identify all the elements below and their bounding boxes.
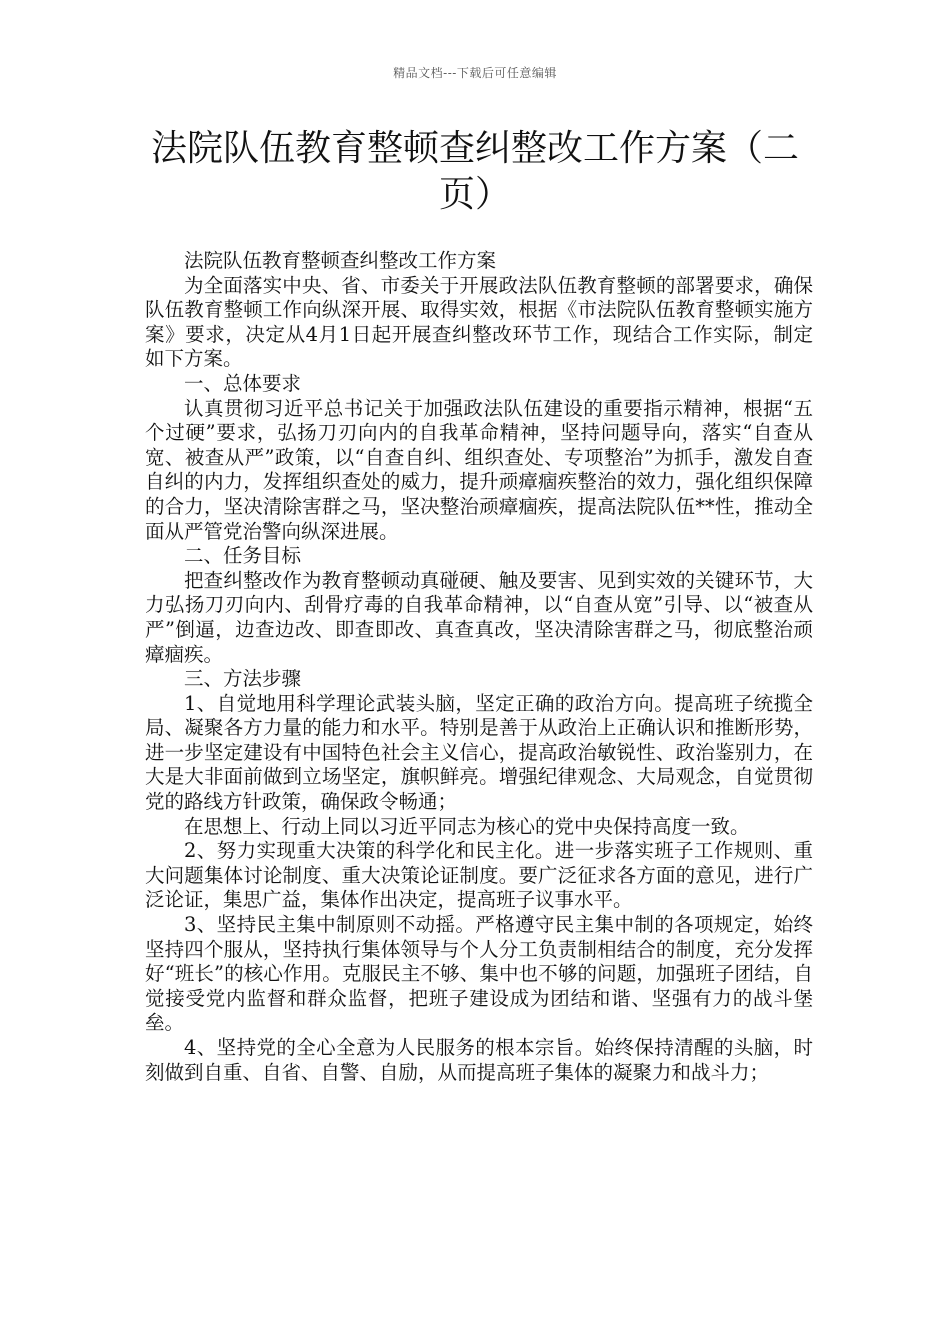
method-item-1-continuation: 在思想上、行动上同以习近平同志为核心的党中央保持高度一致。 [184,814,750,838]
general-requirements-paragraph: 认真贯彻习近平总书记关于加强政法队伍建设的重要指示精神，根据“五个过硬”要求，弘扬刀刃向内的自我革命精神，坚持问题导向，落实“自查从宽、被查从严”政策，以“自查自纠、组织查处、专项整治”为抓手，激发自查自纠的内力，发挥组织查处的威力，提升顽瘴痼疾整治的效力，强化组织保障的合力，坚决清除害群之马，坚决整治顽瘴痼疾，提高法院队伍**性，推动全面从严管党治警向纵深进展。 [145,396,813,543]
page-header: 精品文档---下载后可任意编辑 [393,66,557,80]
method-item-3-paragraph: 3、坚持民主集中制原则不动摇。严格遵守民主集中制的各项规定，始终坚持四个服从，坚持执行集体领导与个人分工负责制相结合的制度，充分发挥好“班长”的核心作用。克服民主不够、集中也不够的问题，加强班子团结，自觉接受党内监督和群众监督，把班子建设成为团结和谐、坚强有力的战斗堡垒。 [145,913,813,1035]
intro-paragraph: 为全面落实中央、省、市委关于开展政法队伍教育整顿的部署要求，确保队伍教育整顿工作向纵深开展、取得实效，根据《市法院队伍教育整顿实施方案》要求，决定从4月1日起开展查纠整改环节工作，现结合工作实际，制定如下方案。 [145,273,813,371]
method-item-2-paragraph: 2、努力实现重大决策的科学化和民主化。进一步落实班子工作规则、重大问题集体讨论制度、重大决策论证制度。要广泛征求各方面的意见，进行广泛论证，集思广益，集体作出决定，提高班子议事水平。 [145,839,813,912]
subtitle-paragraph: 法院队伍教育整顿查纠整改工作方案 [184,249,497,272]
task-goals-paragraph: 把查纠整改作为教育整顿动真碰硬、触及要害、见到实效的关键环节，大力弘扬刀刃向内、刮骨疗毒的自我革命精神，以“自查从宽”引导、以“被查从严”倒逼，边查边改、即查即改、真查真改，坚决清除害群之马，彻底整治顽瘴痼疾。 [145,568,813,666]
method-item-4-paragraph: 4、坚持党的全心全意为人民服务的根本宗旨。始终保持清醒的头脑，时刻做到自重、自省、自警、自励，从而提高班子集体的凝聚力和战斗力； [145,1036,813,1084]
section-heading-general-requirements: 一、总体要求 [184,371,302,395]
method-item-1-paragraph: 1、自觉地用科学理论武装头脑，坚定正确的政治方向。提高班子统揽全局、凝聚各方力量的能力和水平。特别是善于从政治上正确认识和推断形势，进一步坚定建设有中国特色社会主义信心，提高政治敏锐性、政治鉴别力，在大是大非面前做到立场坚定，旗帜鲜亮。增强纪律观念、大局观念，自觉贯彻党的路线方针政策，确保政令畅通； [145,691,813,814]
document-body [145,249,813,1085]
section-heading-task-goals: 二、任务目标 [184,544,302,568]
document-title: 法院队伍教育整顿查纠整改工作方案（二页） [150,128,799,215]
section-heading-methods: 三、方法步骤 [184,667,302,691]
